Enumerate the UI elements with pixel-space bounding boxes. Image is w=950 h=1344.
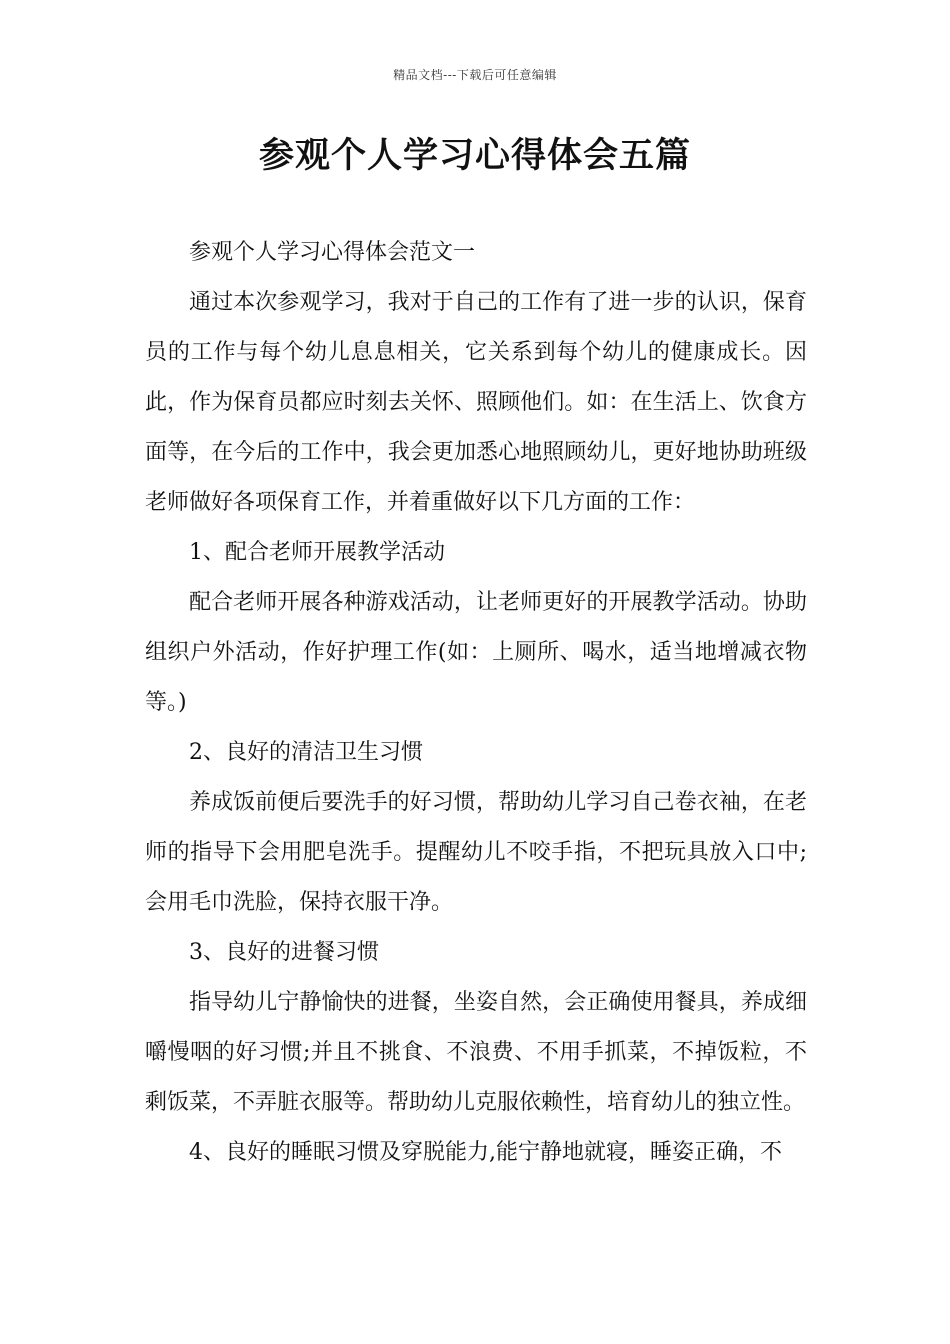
- document-body: [145, 228, 807, 1178]
- section-heading: 参观个人学习心得体会范文一: [189, 240, 476, 265]
- body-paragraph: 养成饭前便后要洗手的好习惯，帮助幼儿学习自己卷衣袖，在老师的指导下会用肥皂洗手。提醒幼儿不咬手指，不把玩具放入口中;会用毛巾洗脸，保持衣服干净。: [145, 790, 807, 915]
- header-note: 精品文档---下载后可任意编辑: [393, 68, 557, 82]
- list-heading: 2、良好的清洁卫生习惯: [189, 740, 423, 765]
- list-heading: 4、良好的睡眠习惯及穿脱能力,能宁静地就寝，睡姿正确，不: [189, 1140, 782, 1165]
- body-paragraph: 配合老师开展各种游戏活动，让老师更好的开展教学活动。协助组织户外活动，作好护理工作(如：上厕所、喝水，适当地增减衣物等。): [145, 590, 807, 715]
- list-heading: 3、良好的进餐习惯: [189, 940, 379, 965]
- body-paragraph: 通过本次参观学习，我对于自己的工作有了进一步的认识，保育员的工作与每个幼儿息息相关，它关系到每个幼儿的健康成长。因此，作为保育员都应时刻去关怀、照顾他们。如：在生活上、饮食方面等，在今后的工作中，我会更加悉心地照顾幼儿，更好地协助班级老师做好各项保育工作，并着重做好以下几方面的工作：: [145, 290, 807, 515]
- body-paragraph: 指导幼儿宁静愉快的进餐，坐姿自然，会正确使用餐具，养成细嚼慢咽的好习惯;并且不挑食、不浪费、不用手抓菜，不掉饭粒，不剩饭菜，不弄脏衣服等。帮助幼儿克服依赖性，培育幼儿的独立性。: [145, 990, 807, 1115]
- page-title: 参观个人学习心得体会五篇: [258, 135, 691, 176]
- list-heading: 1、配合老师开展教学活动: [189, 540, 445, 565]
